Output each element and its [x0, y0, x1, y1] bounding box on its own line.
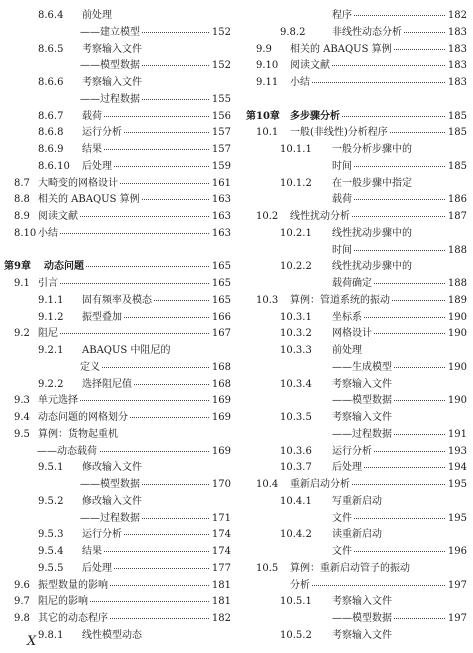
toc-spacer: [0, 242, 237, 260]
toc-entry: [240, 627, 473, 645]
section-number: 9.3: [14, 395, 30, 407]
dot-leader: [294, 585, 453, 586]
section-title: 文件: [332, 510, 354, 528]
toc-entry: [0, 359, 237, 377]
section-title: 一般(非线性)分析程序: [290, 124, 390, 142]
section-title: ——过程数据: [332, 426, 394, 444]
page-number: 157: [209, 124, 231, 142]
toc-entry: [240, 108, 473, 126]
section-number: 8.9: [14, 211, 30, 222]
section-number: 9.1: [14, 278, 30, 289]
section-title: ——模型数据: [80, 57, 142, 75]
toc-spacer: [240, 91, 473, 109]
page-number: 190: [445, 325, 467, 343]
toc-entry: [240, 292, 473, 310]
toc-entry: [240, 593, 473, 611]
section-title: 载荷: [332, 191, 354, 209]
section-title: 选择阻尼值: [82, 376, 134, 394]
section-title: 前处理: [332, 342, 364, 360]
section-title: 后处理: [332, 459, 364, 477]
toc-entry: [240, 158, 473, 176]
page-number: 194: [445, 459, 467, 477]
section-title: 载荷: [82, 108, 104, 126]
dot-leader: [86, 116, 213, 117]
page-number: 191: [445, 426, 467, 444]
page-number: 156: [209, 108, 231, 126]
page-number: 195: [445, 476, 467, 494]
section-title: 振型数量的影响: [38, 577, 110, 595]
section-title: 修改输入文件: [82, 493, 144, 511]
toc-entry: [240, 175, 473, 193]
toc-entry: [240, 376, 473, 394]
page-number: 171: [209, 510, 231, 528]
section-number: 8.7: [14, 177, 30, 189]
toc-entry: [0, 292, 237, 310]
toc-entry: [0, 108, 237, 126]
dot-leader: [84, 367, 213, 368]
toc-entry: [0, 158, 237, 176]
toc-entry: [0, 526, 237, 544]
toc-entry: [0, 91, 237, 109]
page-number: 185: [445, 158, 467, 176]
dot-leader: [294, 82, 453, 83]
toc-entry: [240, 543, 473, 561]
toc-entry: [0, 309, 237, 327]
section-number: 8.6.10: [38, 160, 70, 172]
toc-entry: [240, 275, 473, 293]
section-title: 分析: [290, 577, 312, 595]
section-number: 10.5.1: [280, 596, 312, 608]
section-title: 小结: [290, 74, 312, 92]
page-number: 161: [209, 175, 231, 193]
section-title: 阻尼: [38, 325, 60, 343]
toc-entry: [240, 526, 473, 544]
section-number: 8.6.9: [38, 144, 64, 155]
toc-entry: [0, 476, 237, 494]
section-number: 10.1: [256, 127, 279, 139]
toc-entry: [0, 208, 237, 226]
toc-entry: [240, 124, 473, 142]
section-number: 8.6.5: [38, 43, 64, 55]
page-number: 183: [445, 57, 467, 75]
chapter-number: 第9章: [4, 261, 31, 273]
section-number: 9.4: [14, 412, 30, 423]
toc-entry: [240, 493, 473, 511]
page-number: 163: [209, 208, 231, 226]
section-title: 时间: [332, 242, 354, 260]
toc-entry: [240, 41, 473, 59]
section-title: 阅读文献: [290, 57, 332, 75]
section-number: 9.6: [14, 579, 30, 591]
section-number: 9.8: [14, 613, 30, 624]
page-number: 167: [209, 325, 231, 343]
section-title: 写重新启动: [332, 493, 384, 511]
page-number: 159: [209, 158, 231, 176]
section-number: 9.10: [256, 60, 279, 72]
section-title: 运行分析: [82, 124, 124, 142]
toc-entry: [0, 593, 237, 611]
section-title: 线性模型动态: [82, 627, 144, 645]
toc-entry: [0, 275, 237, 293]
section-number: 9.5.2: [38, 495, 64, 507]
section-title: 算例：货物起重机: [38, 426, 120, 444]
toc-entry: [240, 426, 473, 444]
toc-entry: [240, 191, 473, 209]
section-number: 9.7: [14, 596, 30, 608]
toc-entry: [0, 510, 237, 528]
section-number: 10.3.1: [280, 311, 312, 323]
page-number: 183: [445, 74, 467, 92]
toc-entry: [240, 577, 473, 595]
section-number: 10.2.1: [280, 227, 312, 239]
page-number: 196: [445, 543, 467, 561]
section-number: 10.4: [256, 479, 279, 490]
chapter-title: 多步骤分析: [290, 108, 342, 126]
toc-entry: [240, 242, 473, 260]
section-number: 9.1.1: [38, 294, 64, 306]
toc-entry: [0, 459, 237, 477]
section-number: 9.5.3: [38, 529, 64, 541]
toc-entry: [0, 426, 237, 444]
section-title: 动态问题的网格划分: [38, 409, 130, 427]
toc-entry: [240, 7, 473, 25]
section-title: 其它的动态程序: [38, 610, 110, 628]
section-title: 算例：管道系统的振动: [290, 292, 392, 310]
section-number: 10.3.4: [280, 378, 312, 390]
section-title: 相关的 ABAQUS 算例: [290, 41, 394, 59]
page-number: 185: [445, 124, 467, 142]
section-number: 10.1.2: [280, 177, 312, 189]
page-number: 152: [209, 57, 231, 75]
page-number: 165: [209, 292, 231, 310]
section-title: 后处理: [82, 560, 114, 578]
section-number: 10.3.6: [280, 445, 312, 457]
toc-entry: [240, 208, 473, 226]
page-number: 188: [445, 242, 467, 260]
section-number: 10.3.5: [280, 412, 312, 423]
section-number: 10.3.7: [280, 462, 312, 474]
page-number: 195: [445, 510, 467, 528]
toc-entry: [240, 57, 473, 75]
section-number: 10.3.2: [280, 328, 312, 340]
section-title: 运行分析: [82, 526, 124, 544]
section-number: 10.3.3: [280, 345, 312, 356]
section-title: 大畸变的网格设计: [38, 175, 120, 193]
toc-entry: [240, 225, 473, 243]
dot-leader: [42, 333, 213, 334]
toc-entry: [240, 258, 473, 276]
page-number: 187: [445, 208, 467, 226]
toc-entry: [240, 309, 473, 327]
toc-entry: [0, 325, 237, 343]
page-number: 182: [445, 7, 467, 25]
section-title: 线性扰动步骤中的: [332, 258, 414, 276]
section-title: ——动态载荷: [37, 443, 99, 461]
section-title: 单元选择: [38, 392, 80, 410]
toc-entry: [0, 577, 237, 595]
page-number: 169: [209, 409, 231, 427]
toc-entry: [0, 543, 237, 561]
page-number: 170: [209, 476, 231, 494]
section-number: 8.6.4: [38, 10, 64, 21]
page-number: 181: [209, 593, 231, 611]
section-title: ——模型数据: [332, 392, 394, 410]
section-number: 9.8.1: [38, 629, 64, 641]
section-number: 10.5: [256, 562, 279, 574]
dot-leader: [86, 149, 213, 150]
section-title: 考察输入文件: [82, 41, 144, 59]
page-number: 181: [209, 577, 231, 595]
toc-entry: [0, 7, 237, 25]
section-title: ——生成模型: [332, 359, 394, 377]
page-number: 165: [209, 258, 231, 276]
toc-entry: [0, 493, 237, 511]
section-title: ABAQUS 中阻尼的: [82, 342, 172, 360]
toc-entry: [240, 443, 473, 461]
section-title: 阅读文献: [38, 208, 80, 226]
section-number: 9.9: [256, 43, 272, 55]
toc-entry: [240, 24, 473, 42]
toc-entry: [0, 24, 237, 42]
toc-entry: [240, 392, 473, 410]
page-number: 174: [209, 526, 231, 544]
section-title: 线性扰动分析: [290, 208, 352, 226]
toc-entry: [0, 376, 237, 394]
page-number: 182: [209, 610, 231, 628]
section-title: ——过程数据: [80, 91, 142, 109]
section-title: 前处理: [82, 7, 114, 25]
section-title: 结果: [82, 543, 104, 561]
section-title: 考察输入文件: [332, 593, 394, 611]
section-number: 10.1.1: [280, 144, 312, 155]
toc-entry: [0, 409, 237, 427]
section-title: ——建立模型: [80, 24, 142, 42]
page-number: 186: [445, 191, 467, 209]
page-number: 190: [445, 392, 467, 410]
page-number: 169: [209, 443, 231, 461]
page-number: 169: [209, 392, 231, 410]
section-title: 修改输入文件: [82, 459, 144, 477]
section-title: 算例：重新启动管子的振动: [290, 560, 412, 578]
dot-leader: [86, 551, 213, 552]
toc-entry: [0, 74, 237, 92]
section-number: 9.5.1: [38, 462, 64, 474]
toc-entry: [240, 141, 473, 159]
chapter-number: 第10章: [246, 110, 280, 122]
toc-entry: [0, 41, 237, 59]
section-title: 运行分析: [332, 443, 374, 461]
section-number: 9.5: [14, 428, 30, 440]
toc-entry: [0, 141, 237, 159]
section-title: 一般分析步骤中的: [332, 141, 414, 159]
section-number: 8.8: [14, 194, 30, 206]
section-title: 考察输入文件: [332, 376, 394, 394]
toc-entry: [240, 476, 473, 494]
toc-entry: [240, 560, 473, 578]
section-title: 线性扰动步骤中的: [332, 225, 414, 243]
page-number: 188: [445, 275, 467, 293]
section-number: 9.11: [256, 77, 279, 88]
section-number: 10.4.2: [280, 529, 312, 541]
section-number: 8.6.6: [38, 77, 64, 88]
section-number: 10.2: [256, 211, 279, 222]
page-number: 177: [209, 560, 231, 578]
section-number: 10.4.1: [280, 495, 312, 507]
section-title: 振型叠加: [82, 309, 124, 327]
page-number: 197: [445, 577, 467, 595]
section-title: 阻尼的影响: [38, 593, 90, 611]
section-title: 网格设计: [332, 325, 374, 343]
page-number: 174: [209, 543, 231, 561]
dot-leader: [42, 233, 213, 234]
section-title: 程序: [332, 7, 354, 25]
page-number: 193: [445, 443, 467, 461]
page-number: 157: [209, 141, 231, 159]
toc-entry: [0, 124, 237, 142]
section-number: 9.2: [14, 328, 30, 340]
section-title: 考察输入文件: [82, 74, 144, 92]
toc-entry: [0, 175, 237, 193]
section-number: 10.5.2: [280, 629, 312, 641]
toc-entry: [240, 510, 473, 528]
section-number: 9.8.2: [280, 26, 306, 38]
toc-entry: [0, 225, 237, 243]
chapter-title: 动态问题: [44, 258, 86, 276]
section-title: 载荷确定: [332, 275, 374, 293]
section-title: 重新启动分析: [290, 476, 352, 494]
section-title: 结果: [82, 141, 104, 159]
page-number: 190: [445, 309, 467, 327]
toc-entry: [0, 443, 237, 461]
page-number: 168: [209, 359, 231, 377]
toc-entry: [240, 359, 473, 377]
section-title: 坐标系: [332, 309, 364, 327]
page-number: 163: [209, 191, 231, 209]
section-title: 考察输入文件: [332, 409, 394, 427]
toc-entry: [240, 325, 473, 343]
section-title: ——模型数据: [80, 476, 142, 494]
page-number: 152: [209, 24, 231, 42]
toc-entry: [240, 409, 473, 427]
dot-leader: [42, 283, 213, 284]
section-number: 8.6.7: [38, 110, 64, 122]
page-number: 183: [445, 41, 467, 59]
section-number: 9.2.2: [38, 378, 64, 390]
toc-entry: [0, 392, 237, 410]
toc-entry: [0, 560, 237, 578]
toc-entry: [0, 342, 237, 360]
section-number: 9.5.5: [38, 562, 64, 574]
page-number: 163: [209, 225, 231, 243]
toc-entry: [0, 258, 237, 276]
section-number: 9.5.4: [38, 546, 64, 557]
page-number-roman: X: [27, 634, 37, 649]
page-number: 197: [445, 610, 467, 628]
section-title: 引言: [38, 275, 60, 293]
section-title: 相关的 ABAQUS 算例: [38, 191, 142, 209]
toc-entry: [240, 610, 473, 628]
section-number: 9.1.2: [38, 311, 64, 323]
section-number: 10.3: [256, 294, 279, 306]
section-number: 8.6.8: [38, 127, 64, 139]
section-title: 定义: [80, 359, 102, 377]
section-title: 后处理: [82, 158, 114, 176]
toc-entry: [240, 74, 473, 92]
toc-entry: [240, 342, 473, 360]
section-title: ——模型数据: [332, 610, 394, 628]
page-number: 166: [209, 309, 231, 327]
section-number: 8.10: [14, 227, 37, 239]
section-title: 时间: [332, 158, 354, 176]
toc-entry: [240, 459, 473, 477]
page-number: 190: [445, 359, 467, 377]
section-title: 文件: [332, 543, 354, 561]
section-number: 10.2.2: [280, 261, 312, 273]
page-number: 185: [445, 108, 467, 126]
section-title: 在一般步骤中指定: [332, 175, 414, 193]
page-number: 183: [445, 24, 467, 42]
section-title: ——过程数据: [80, 510, 142, 528]
page-number: 165: [209, 275, 231, 293]
toc-entry: [0, 57, 237, 75]
section-title: 小结: [38, 225, 60, 243]
section-title: 考察输入文件: [332, 627, 394, 645]
section-number: 9.2.1: [38, 345, 64, 356]
section-title: 非线性动态分析: [332, 24, 404, 42]
toc-entry: [0, 610, 237, 628]
page-number: 189: [445, 292, 467, 310]
section-title: 固有频率及模态: [82, 292, 154, 310]
page-number: 155: [209, 91, 231, 109]
page-number: 168: [209, 376, 231, 394]
section-title: 读重新启动: [332, 526, 384, 544]
toc-entry: [0, 191, 237, 209]
